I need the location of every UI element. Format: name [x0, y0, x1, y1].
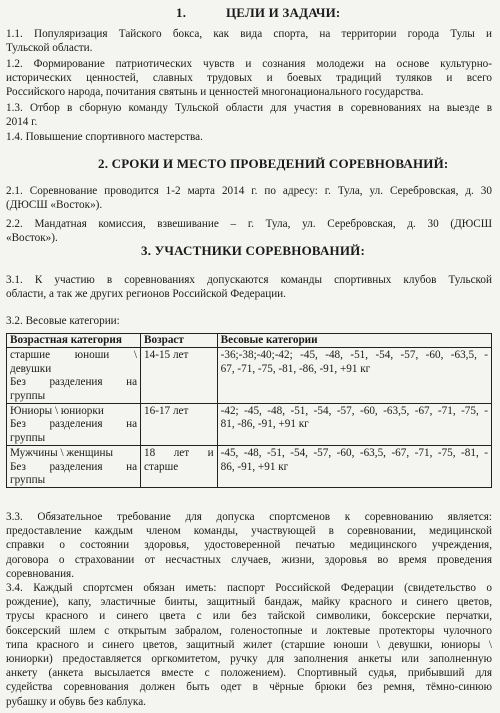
row-1-age — [141, 348, 218, 404]
item-3-4-line-1: 3.4. Каждый спортсмен обязан иметь: паспорт Российской Федерации (свидетельство о — [6, 582, 492, 594]
item-1-3-line-2: 2014 г. — [6, 116, 38, 129]
item-3-4-line-6: юниорки) предоставляется оргкомитетом, ручку для заполнения анкеты или заполненную — [6, 653, 492, 666]
header-age-category: Возрастная категория — [7, 334, 141, 348]
section-1-number: 1. — [176, 5, 187, 20]
item-3-1 — [6, 273, 492, 301]
table-row — [7, 446, 492, 488]
item-3-4-line-2: рождение), капу, эластичные бинты, защитный бандаж, майку красного и синего цветов, — [6, 596, 492, 609]
item-3-2-line-1: 3.2. Весовые категории: — [6, 315, 120, 327]
row-1-age-line-1: 14-15 лет — [144, 349, 189, 362]
section-2-title: 2. СРОКИ И МЕСТО ПРОВЕДЕНИЙ СОРЕВНОВАНИЙ: — [98, 156, 449, 171]
item-2-1-line-1: 2.1. Соревнование проводится 1-2 марта 2014 г. по адресу: г. Тула, ул. Серебровская, д. 30 — [6, 185, 492, 197]
row-3-weights — [217, 446, 491, 488]
row-2-age-line-1: 16-17 лет — [144, 405, 189, 418]
item-1-2 — [6, 57, 492, 100]
item-1-2-line-1: 1.2. Формирование патриотических чувств и сознания молодежи на основе культурно- — [6, 58, 492, 70]
item-1-1 — [6, 27, 492, 55]
row-2-weights — [217, 404, 491, 446]
item-2-2-line-1: 2.2. Мандатная комиссия, взвешивание – г. Тула, ул. Серебровская, д. 30 (ДЮСШ — [6, 218, 492, 230]
item-3-3-line-3: справки о состоянии здоровья, удостоверенной печатью медицинского учреждения, — [6, 539, 492, 552]
row-2-weights-line-2: 81, -86, -91, +91 кг — [220, 418, 309, 431]
item-3-4-line-8: судейства соревнования должен быть одет в чёрные брюки без ремня, тёмно-синюю — [6, 681, 492, 694]
item-3-1-line-2: области, а так же других регионов Российской Федерации. — [6, 288, 286, 301]
table-header-row — [7, 334, 492, 348]
section-1-title: ЦЕЛИ И ЗАДАЧИ: — [226, 5, 341, 20]
item-1-4 — [6, 130, 492, 144]
item-1-3 — [6, 101, 492, 129]
row-1-weights-line-1: -36;-38;-40;-42; -45, -48, -51, -54, -57, -60, -63,5, - — [220, 349, 488, 362]
item-3-2 — [6, 314, 492, 328]
row-1-category-line-2: девушки — [10, 362, 52, 375]
row-3-category-line-3: группы — [10, 474, 46, 487]
row-1-category-line-3: Без разделения на — [10, 376, 138, 389]
item-3-4-line-4: боксерский шлем с открытым забралом, голеностопные и локтевые протекторы чулочного — [6, 624, 492, 637]
item-3-3-line-4: договора о страховании от несчастных случаев, жизни, здоровья во время проведения — [6, 553, 492, 566]
section-3-title: 3. УЧАСТНИКИ СОРЕВНОВАНИЙ: — [141, 243, 366, 258]
row-3-age — [141, 446, 218, 488]
item-3-4-line-3: трусы красного и синего цвета с или без тайской символики, боксерские перчатки, — [6, 610, 492, 623]
item-3-3 — [6, 510, 492, 581]
item-3-4-line-5: типа красного и синего цветов, защитный жилет (старшие юноши \ девушки, юниоры \ — [6, 638, 492, 651]
row-3-age-line-2: старше — [144, 460, 179, 473]
item-1-1-line-2: Тульской области. — [6, 42, 93, 55]
header-age: Возраст — [141, 334, 218, 348]
item-3-4-line-7: анкету (анкета высылается вместе с положением). Спортивный судья, прибывший для — [6, 667, 492, 680]
row-3-category — [7, 446, 141, 488]
row-1-category-line-1: старшие юноши \ — [10, 349, 138, 362]
item-2-1 — [6, 184, 492, 212]
row-3-weights-line-2: 86, -91, +91 кг — [220, 460, 289, 473]
item-1-3-line-1: 1.3. Отбор в сборную команду Тульской области для участия в соревнованиях на выезде в — [6, 102, 492, 114]
item-3-4-line-9: рубашку и обувь без каблука. — [6, 695, 146, 708]
item-3-3-line-2: предоставление каждым членом команды, участвующей в соревновании, медицинской — [6, 525, 492, 538]
row-2-category-line-3: группы — [10, 431, 46, 444]
item-1-2-line-3: Российского народа, почитания святынь и ценностей многонационального государства. — [6, 86, 424, 99]
row-2-age — [141, 404, 218, 446]
item-3-3-line-5: соревнования. — [6, 567, 74, 580]
item-2-1-line-2: (ДЮСШ «Восток»). — [6, 199, 103, 212]
row-3-category-line-2: Без разделения на — [10, 460, 138, 473]
table-row — [7, 404, 492, 446]
row-1-weights — [217, 348, 491, 404]
row-3-weights-line-1: -45, -48, -51, -54, -57, -60, -63,5, -67, -71, -75, -81, - — [220, 447, 488, 460]
item-3-3-line-1: 3.3. Обязательное требование для допуска спортсменов к соревнованию является: — [6, 511, 492, 523]
item-1-4-line-1: 1.4. Повышение спортивного мастерства. — [6, 131, 203, 143]
row-3-age-line-1: 18 лет и — [144, 447, 214, 460]
row-2-weights-line-1: -42; -45, -48, -51, -54, -57, -60, -63,5, -67, -71, -75, - — [220, 405, 488, 418]
row-3-category-line-1: Мужчины \ женщины — [10, 447, 114, 460]
item-1-2-line-2: исторических ценностей, славных трудовых и боевых традиций туляков и всего — [6, 72, 492, 85]
row-1-category-line-4: группы — [10, 389, 46, 402]
row-2-category-line-1: Юниоры \ юниорки — [10, 405, 104, 418]
row-2-category — [7, 404, 141, 446]
header-weight-categories: Весовые категории — [217, 334, 491, 348]
item-2-2 — [6, 217, 492, 245]
item-2-2-line-2: «Восток»). — [6, 232, 58, 245]
table-row — [7, 348, 492, 404]
row-2-category-line-2: Без разделения на — [10, 418, 138, 431]
row-1-category — [7, 348, 141, 404]
row-1-weights-line-2: 67, -71, -75, -81, -86, -91, +91 кг — [220, 362, 371, 375]
item-1-1-line-1: 1.1. Популяризация Тайского бокса, как вида спорта, на территории города Тулы и — [6, 28, 492, 40]
item-3-4 — [6, 581, 492, 709]
item-3-1-line-1: 3.1. К участию в соревнованиях допускаются команды спортивных клубов Тульской — [6, 274, 492, 286]
weight-categories-table — [6, 333, 492, 488]
